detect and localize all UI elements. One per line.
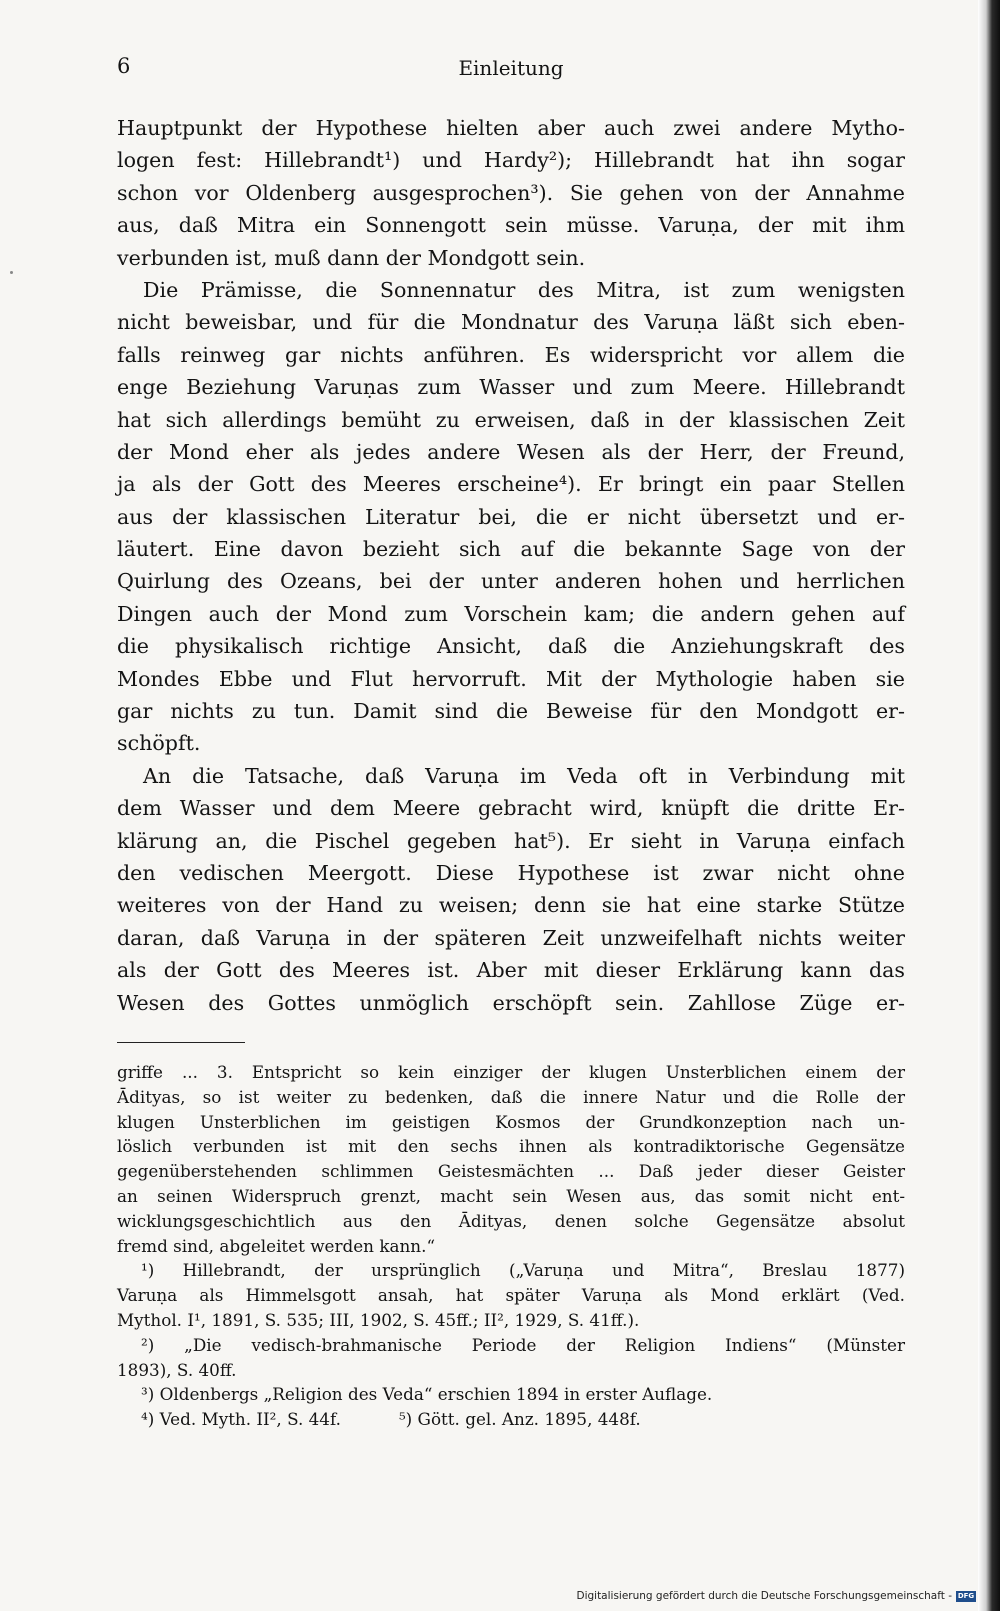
footnote-line: Ādityas, so ist weiter zu bedenken, daß die innere Natur und die Rolle der: [117, 1086, 905, 1107]
footnote-line: ³) Oldenbergs „Religion des Veda“ erschien 1894 in erster Auflage.: [141, 1384, 713, 1405]
text-line: aus, daß Mitra ein Sonnengott sein müsse. Varuṇa, der mit ihm: [117, 213, 905, 238]
footnote-line: Mythol. I¹, 1891, S. 535; III, 1902, S. 45ff.; II², 1929, S. 41ff.).: [117, 1309, 640, 1330]
footnote-line: klugen Unsterblichen im geistigen Kosmos der Grundkonzeption nach un-: [117, 1111, 905, 1132]
text-line: klärung an, die Pischel gegeben hat⁵). Er sieht in Varuṇa einfach: [117, 828, 905, 853]
text-line: schöpft.: [117, 731, 201, 756]
text-line: der Mond eher als jedes andere Wesen als der Herr, der Freund,: [117, 439, 905, 464]
text-line: Hauptpunkt der Hypothese hielten aber auch zwei andere Mytho-: [117, 116, 905, 140]
main-text: [117, 112, 905, 1019]
text-line: die physikalisch richtige Ansicht, daß die Anziehungskraft des: [117, 634, 905, 659]
dfg-logo-icon: DFG: [957, 1591, 975, 1600]
footnote-line: griffe ... 3. Entspricht so kein einziger der klugen Unsterblichen einem der: [117, 1062, 905, 1082]
text-line: als der Gott des Meeres ist. Aber mit dieser Erklärung kann das: [117, 958, 905, 983]
text-line: aus der klassischen Literatur bei, die er nicht übersetzt und er-: [117, 504, 905, 529]
text-line: Dingen auch der Mond zum Vorschein kam; die andern gehen auf: [117, 601, 905, 626]
footnote-line: an seinen Widerspruch grenzt, macht sein Wesen aus, das somit nicht ent-: [117, 1185, 905, 1206]
text-line: weiteres von der Hand zu weisen; denn sie hat eine starke Stütze: [117, 893, 905, 918]
text-line: gar nichts zu tun. Damit sind die Beweise für den Mondgott er-: [117, 699, 905, 724]
page-number: 6: [117, 54, 131, 78]
text-line: Wesen des Gottes unmöglich erschöpft sein. Zahllose Züge er-: [117, 990, 905, 1015]
footnote-line: löslich verbunden ist mit den sechs ihnen als kontradiktorische Gegensätze: [117, 1136, 905, 1157]
text-line: An die Tatsache, daß Varuṇa im Veda oft in Verbindung mit: [143, 763, 905, 788]
text-line: hat sich allerdings bemüht zu erweisen, daß in der klassischen Zeit: [117, 407, 905, 432]
footnote-5: ⁵) Gött. gel. Anz. 1895, 448f.: [398, 1409, 641, 1430]
credit-text: Digitalisierung gefördert durch die Deutsche Forschungsgemeinschaft -: [576, 1590, 952, 1602]
text-line: dem Wasser und dem Meere gebracht wird, knüpft die dritte Er-: [117, 796, 905, 821]
text-line: den vedischen Meergott. Diese Hypothese ist zwar nicht ohne: [117, 860, 905, 885]
running-title: Einleitung: [458, 56, 564, 80]
text-line: falls reinweg gar nichts anführen. Es widerspricht vor allem die: [117, 342, 905, 367]
text-line: schon vor Oldenberg ausgesprochen³). Sie gehen von der Annahme: [117, 180, 905, 205]
text-line: Die Prämisse, die Sonnennatur des Mitra, ist zum wenigsten: [143, 277, 905, 302]
text-line: Quirlung des Ozeans, bei der unter anderen hohen und herrlichen: [117, 569, 905, 594]
footnote-line: [117, 1407, 905, 1432]
text-line: nicht beweisbar, und für die Mondnatur des Varuṇa läßt sich eben-: [117, 310, 905, 335]
footnote-line: ²) „Die vedisch-brahmanische Periode der Religion Indiens“ (Münster: [141, 1334, 905, 1355]
digitization-credit: [576, 1590, 976, 1602]
footnote-line: Varuṇa als Himmelsgott ansah, hat später Varuṇa als Mond erklärt (Ved.: [117, 1285, 905, 1306]
footnote-divider: [117, 1042, 245, 1043]
text-line: läutert. Eine davon bezieht sich auf die bekannte Sage von der: [117, 537, 905, 562]
text-line: logen fest: Hillebrandt¹) und Hardy²); Hillebrandt hat ihn sogar: [117, 148, 905, 173]
footnote-line: fremd sind, abgeleitet werden kann.“: [117, 1235, 436, 1256]
footnote-line: ¹) Hillebrandt, der ursprünglich („Varuṇa und Mitra“, Breslau 1877): [141, 1260, 905, 1281]
footnotes: [117, 1060, 905, 1432]
text-line: daran, daß Varuṇa in der späteren Zeit unzweifelhaft nichts weiter: [117, 925, 905, 950]
text-line: ja als der Gott des Meeres erscheine⁴). Er bringt ein paar Stellen: [117, 472, 905, 497]
scan-edge: [978, 0, 1000, 1611]
footnote-line: 1893), S. 40ff.: [117, 1359, 237, 1380]
scan-speck: [10, 271, 13, 274]
footnote-line: wicklungsgeschichtlich aus den Ādityas, denen solche Gegensätze absolut: [117, 1210, 905, 1231]
text-line: verbunden ist, muß dann der Mondgott sein.: [117, 245, 586, 270]
text-line: enge Beziehung Varuṇas zum Wasser und zum Meere. Hillebrandt: [117, 375, 905, 400]
footnote-line: gegenüberstehenden schlimmen Geistesmächten ... Daß jeder dieser Geister: [117, 1161, 905, 1182]
footnote-4: ⁴) Ved. Myth. II², S. 44f.: [141, 1409, 341, 1430]
running-header: [117, 54, 905, 88]
text-line: Mondes Ebbe und Flut hervorruft. Mit der Mythologie haben sie: [117, 666, 905, 691]
